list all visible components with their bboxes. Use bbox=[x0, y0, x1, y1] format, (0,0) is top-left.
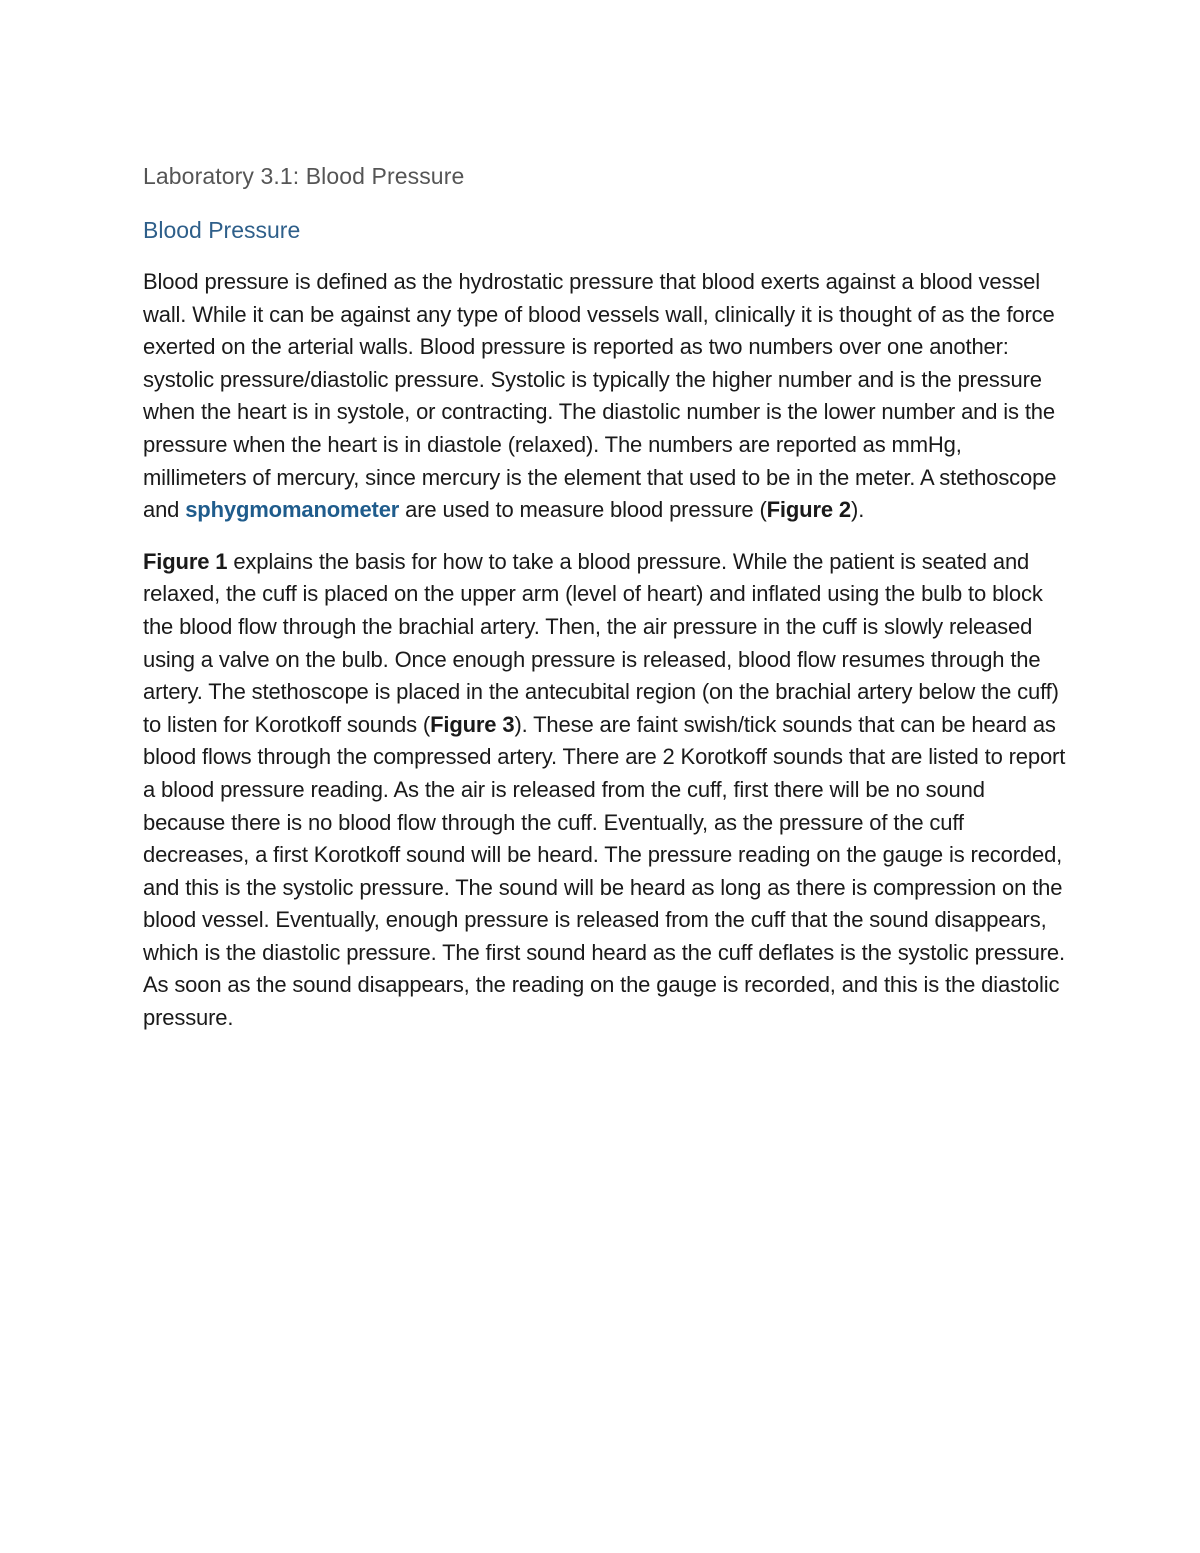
sphygmomanometer-term-link[interactable]: sphygmomanometer bbox=[185, 497, 400, 523]
section-heading: Blood Pressure bbox=[143, 217, 301, 243]
paragraph-definition bbox=[143, 266, 1068, 527]
paragraph-definition-text-c: ). bbox=[851, 497, 865, 523]
figure-3-reference: Figure 3 bbox=[430, 711, 515, 737]
paragraph-definition-text-a: Blood pressure is defined as the hydrostatic pressure that blood exerts against a blood vessel wall. While it can be against any type of blood vessels wall, clinically it is thought of as the force exerted on the arterial walls. Blood pressure is reported as two numbers over one another: systolic pressure/diastolic pressure. Systolic is typically the higher number and is the pressure when the heart is in systole, or contracting. The diastolic number is the lower number and is the pressure when the heart is in diastole (relaxed). The numbers are reported as mmHg, millimeters of mercury, since mercury is the element that used to be in the meter. A stethoscope and bbox=[143, 269, 1057, 523]
paragraph-procedure-text-a: explains the basis for how to take a blood pressure. While the patient is seated and relaxed, the cuff is placed on the upper arm (level of heart) and inflated using the bulb to block the blood flow through the brachial artery. Then, the air pressure in the cuff is slowly released using a valve on the bulb. Once enough pressure is released, blood flow resumes through the artery. The stethoscope is placed in the antecubital region (on the brachial artery below the cuff) to listen for Korotkoff sounds ( bbox=[143, 548, 1059, 737]
figure-2-reference: Figure 2 bbox=[766, 497, 852, 523]
paragraph-procedure-text-b: ). These are faint swish/tick sounds that can be heard as blood flows through the compressed artery. There are 2 Korotkoff sounds that are listed to report a blood pressure reading. As the air is released from the cuff, first there will be no sound because there is no blood flow through the cuff. Eventually, as the pressure of the cuff decreases, a first Korotkoff sound will be heard. The pressure reading on the gauge is recorded, and this is the systolic pressure. The sound will be heard as long as there is compression on the blood vessel. Eventually, enough pressure is released from the cuff that the sound disappears, which is the diastolic pressure. The first sound heard as the cuff deflates is the systolic pressure. As soon as the sound disappears, the reading on the gauge is recorded, and this is the diastolic pressure. bbox=[143, 711, 1066, 1031]
figure-1-reference: Figure 1 bbox=[143, 548, 228, 574]
paragraph-definition-text-b: are used to measure blood pressure ( bbox=[399, 497, 767, 523]
document-body bbox=[143, 160, 1068, 1054]
paragraph-procedure bbox=[143, 546, 1068, 1035]
document-title: Laboratory 3.1: Blood Pressure bbox=[143, 163, 465, 189]
